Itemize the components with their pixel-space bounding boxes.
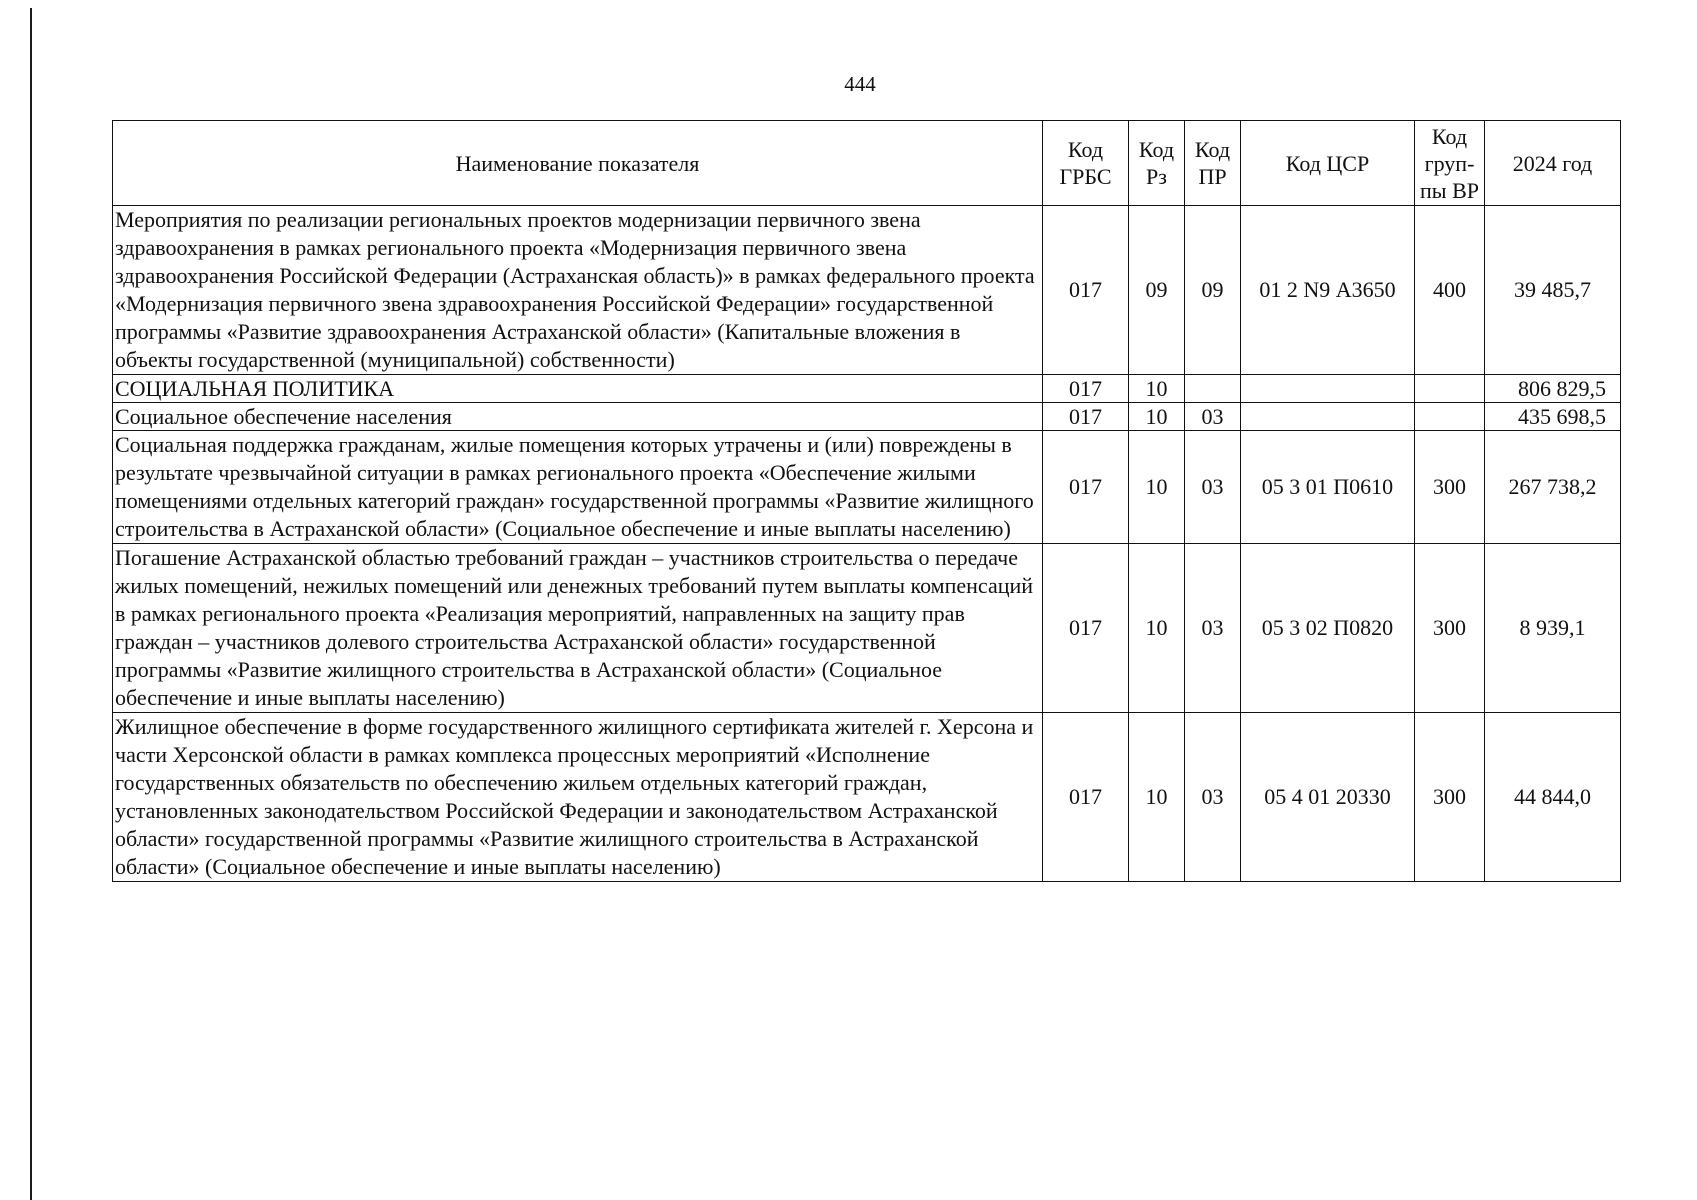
page-number: 444 xyxy=(844,72,876,96)
row-rz: 10 xyxy=(1129,713,1185,882)
row-csr xyxy=(1241,403,1415,431)
row-pr: 03 xyxy=(1185,713,1241,882)
header-rz: Код Рз xyxy=(1129,121,1185,206)
table-row xyxy=(113,713,1621,882)
row-grbs: 017 xyxy=(1043,544,1129,713)
row-grbs: 017 xyxy=(1043,713,1129,882)
row-csr: 05 4 01 20330 xyxy=(1241,713,1415,882)
row-pr: 03 xyxy=(1185,403,1241,431)
row-pr: 03 xyxy=(1185,544,1241,713)
header-grbs: Код ГРБС xyxy=(1043,121,1129,206)
left-margin-line xyxy=(30,8,32,1200)
row-vr: 300 xyxy=(1415,431,1485,544)
row-csr xyxy=(1241,375,1415,403)
row-rz: 10 xyxy=(1129,403,1185,431)
row-grbs: 017 xyxy=(1043,206,1129,375)
table-row xyxy=(113,403,1621,431)
row-rz: 10 xyxy=(1129,375,1185,403)
row-amount: 806 829,5 xyxy=(1485,375,1621,403)
row-amount: 8 939,1 xyxy=(1485,544,1621,713)
header-name: Наименование показателя xyxy=(113,121,1043,206)
row-pr xyxy=(1185,375,1241,403)
row-csr: 05 3 02 П0820 xyxy=(1241,544,1415,713)
row-vr: 300 xyxy=(1415,713,1485,882)
row-vr xyxy=(1415,403,1485,431)
row-pr: 09 xyxy=(1185,206,1241,375)
row-vr: 400 xyxy=(1415,206,1485,375)
table-row xyxy=(113,544,1621,713)
row-amount: 435 698,5 xyxy=(1485,403,1621,431)
header-csr: Код ЦСР xyxy=(1241,121,1415,206)
header-pr: Код ПР xyxy=(1185,121,1241,206)
table-row xyxy=(113,375,1621,403)
row-csr: 01 2 N9 А3650 xyxy=(1241,206,1415,375)
table-row xyxy=(113,431,1621,544)
budget-table xyxy=(112,120,1621,882)
row-amount: 44 844,0 xyxy=(1485,713,1621,882)
row-name: Жилищное обеспечение в форме государственного жилищного сертификата жителей г. Херсона и части Херсонской области в рамках комплекса процессных мероприятий «Исполнение государственных обязательств по обеспечению жильем отдельных категорий граждан, установленных законодательством Российской Федерации и законодательством Астраханской области» государственной программы «Развитие жилищного строительства в Астраханской области» (Социальное обеспечение и иные выплаты населению) xyxy=(113,713,1043,882)
row-vr: 300 xyxy=(1415,544,1485,713)
row-name: СОЦИАЛЬНАЯ ПОЛИТИКА xyxy=(113,375,1043,403)
row-grbs: 017 xyxy=(1043,403,1129,431)
row-name: Социальная поддержка гражданам, жилые помещения которых утрачены и (или) повреждены в результате чрезвычайной ситуации в рамках регионального проекта «Обеспечение жилыми помещениями отдельных категорий граждан» государственной программы «Развитие жилищного строительства в Астраханской области» (Социальное обеспечение и иные выплаты населению) xyxy=(113,431,1043,544)
row-rz: 10 xyxy=(1129,544,1185,713)
table-row xyxy=(113,206,1621,375)
row-grbs: 017 xyxy=(1043,431,1129,544)
row-csr: 05 3 01 П0610 xyxy=(1241,431,1415,544)
row-rz: 10 xyxy=(1129,431,1185,544)
header-year: 2024 год xyxy=(1485,121,1621,206)
row-vr xyxy=(1415,375,1485,403)
table-header-row xyxy=(113,121,1621,206)
row-amount: 39 485,7 xyxy=(1485,206,1621,375)
row-rz: 09 xyxy=(1129,206,1185,375)
row-name: Погашение Астраханской областью требований граждан – участников строительства о передаче жилых помещений, нежилых помещений или денежных требований путем выплаты компенсаций в рамках регионального проекта «Реализация мероприятий, направленных на защиту прав граждан – участников долевого строительства Астраханской области» государственной программы «Развитие жилищного строительства в Астраханской области» (Социальное обеспечение и иные выплаты населению) xyxy=(113,544,1043,713)
row-pr: 03 xyxy=(1185,431,1241,544)
row-name: Мероприятия по реализации региональных проектов модернизации первичного звена здравоохранения в рамках регионального проекта «Модернизация первичного звена здравоохранения Российской Федерации (Астраханская область)» в рамках федерального проекта «Модернизация первичного звена здравоохранения Российской Федерации» государственной программы «Развитие здравоохранения Астраханской области» (Капитальные вложения в объекты государственной (муниципальной) собственности) xyxy=(113,206,1043,375)
row-name: Социальное обеспечение населения xyxy=(113,403,1043,431)
header-vr: Код груп-пы ВР xyxy=(1415,121,1485,206)
row-grbs: 017 xyxy=(1043,375,1129,403)
row-amount: 267 738,2 xyxy=(1485,431,1621,544)
